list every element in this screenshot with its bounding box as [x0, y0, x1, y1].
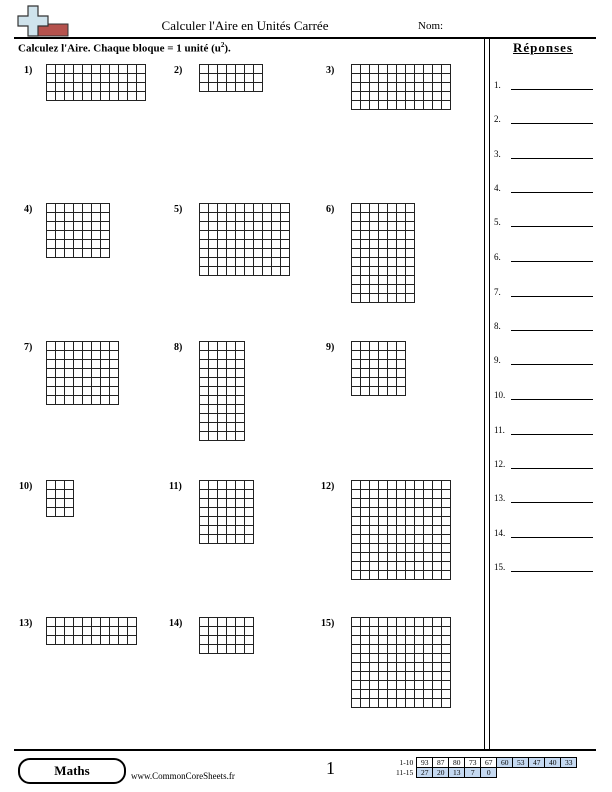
answer-row[interactable]: [494, 493, 594, 507]
answer-row[interactable]: [494, 80, 594, 94]
area-grid: [46, 617, 137, 645]
problem-label: 5): [174, 204, 183, 215]
area-grid: [199, 480, 254, 544]
answer-row[interactable]: [494, 252, 594, 266]
answer-column-divider-inner: [489, 37, 490, 749]
answer-number: 6.: [494, 252, 501, 262]
answer-row[interactable]: [494, 425, 594, 439]
problem-label: 1): [24, 65, 33, 76]
answer-column-divider: [484, 37, 485, 749]
header-divider: [14, 37, 596, 39]
score-key-cell: 33: [561, 758, 577, 768]
answer-number: 8.: [494, 321, 501, 331]
score-key-cell: 60: [497, 758, 513, 768]
answer-line[interactable]: [511, 434, 593, 435]
problem-label: 13): [19, 618, 33, 629]
answer-number: 10.: [494, 390, 506, 400]
problem-label: 2): [174, 65, 183, 76]
score-key-cell: 47: [529, 758, 545, 768]
answer-line[interactable]: [511, 399, 593, 400]
brand-badge: Maths: [18, 758, 126, 784]
answer-number: 7.: [494, 287, 501, 297]
answer-row[interactable]: [494, 321, 594, 335]
answer-line[interactable]: [511, 468, 593, 469]
answer-number: 9.: [494, 355, 501, 365]
problem-label: 8): [174, 342, 183, 353]
area-grid: [351, 617, 451, 708]
problem-label: 14): [169, 618, 183, 629]
answer-line[interactable]: [511, 192, 593, 193]
answer-line[interactable]: [511, 296, 593, 297]
answer-number: 13.: [494, 493, 506, 503]
problem-label: 10): [19, 481, 33, 492]
answer-number: 1.: [494, 80, 501, 90]
score-key-cell: 87: [433, 758, 449, 768]
answer-line[interactable]: [511, 123, 593, 124]
answers-title: Réponses: [512, 40, 573, 55]
score-key-cell: 13: [449, 768, 465, 778]
site-url: www.CommonCoreSheets.fr: [131, 771, 235, 781]
area-grid: [199, 341, 245, 441]
problem-label: 12): [321, 481, 335, 492]
area-grid: [351, 341, 406, 396]
score-key-cell: 20: [433, 768, 449, 778]
score-key-cell: 73: [465, 758, 481, 768]
instructions: Calculez l'Aire. Chaque bloque = 1 unité $(u^2)$.: [18, 41, 231, 55]
area-grid: [199, 203, 290, 276]
area-grid: [351, 64, 451, 110]
problem-label: 9): [326, 342, 335, 353]
score-key-cell: 0: [481, 768, 497, 778]
answer-row[interactable]: [494, 217, 594, 231]
answer-row[interactable]: [494, 562, 594, 576]
score-key-cell: 40: [545, 758, 561, 768]
answer-line[interactable]: [511, 537, 593, 538]
answer-row[interactable]: [494, 114, 594, 128]
answer-number: 15.: [494, 562, 506, 572]
problem-label: 15): [321, 618, 335, 629]
problem-label: 3): [326, 65, 335, 76]
score-key-range: 11-15: [396, 768, 414, 777]
answer-number: 12.: [494, 459, 506, 469]
answer-line[interactable]: [511, 261, 593, 262]
name-label: Nom:: [418, 20, 444, 32]
footer-divider: [14, 749, 596, 751]
answer-line[interactable]: [511, 502, 593, 503]
problem-label: 4): [24, 204, 33, 215]
answer-number: 14.: [494, 528, 506, 538]
answer-line[interactable]: [511, 158, 593, 159]
answer-number: 3.: [494, 149, 501, 159]
page-number: 1: [326, 758, 335, 778]
answer-number: 4.: [494, 183, 501, 193]
answer-row[interactable]: [494, 287, 594, 301]
score-key-cell: 27: [417, 768, 433, 778]
answer-row[interactable]: [494, 183, 594, 197]
area-grid: [351, 480, 451, 580]
score-key-range: 1-10: [399, 758, 414, 767]
page-title: Calculer l'Aire en Unités Carrée: [161, 18, 329, 33]
area-grid: [46, 341, 119, 405]
problem-label: 7): [24, 342, 33, 353]
score-key-cell: 67: [481, 758, 497, 768]
score-key-cell: 80: [449, 758, 465, 768]
answer-line[interactable]: [511, 330, 593, 331]
answer-line[interactable]: [511, 89, 593, 90]
answer-row[interactable]: [494, 528, 594, 542]
answer-number: 2.: [494, 114, 501, 124]
area-grid: [199, 64, 263, 92]
area-grid: [199, 617, 254, 654]
problem-label: 6): [326, 204, 335, 215]
answer-number: 5.: [494, 217, 501, 227]
score-key-cell: 53: [513, 758, 529, 768]
answer-line[interactable]: [511, 364, 593, 365]
answer-row[interactable]: [494, 459, 594, 473]
answer-line[interactable]: [511, 226, 593, 227]
problem-label: 11): [169, 481, 182, 492]
area-grid: [351, 203, 415, 303]
area-grid: [46, 64, 146, 101]
answer-row[interactable]: [494, 355, 594, 369]
score-key-cell: 7: [465, 768, 481, 778]
answer-row[interactable]: [494, 390, 594, 404]
answer-number: 11.: [494, 425, 505, 435]
score-key-cell: 93: [417, 758, 433, 768]
answer-line[interactable]: [511, 571, 593, 572]
superscript-2: 2: [220, 41, 225, 49]
answer-row[interactable]: [494, 149, 594, 163]
area-grid: [46, 480, 74, 517]
score-key-table: [394, 757, 577, 778]
area-grid: [46, 203, 110, 258]
